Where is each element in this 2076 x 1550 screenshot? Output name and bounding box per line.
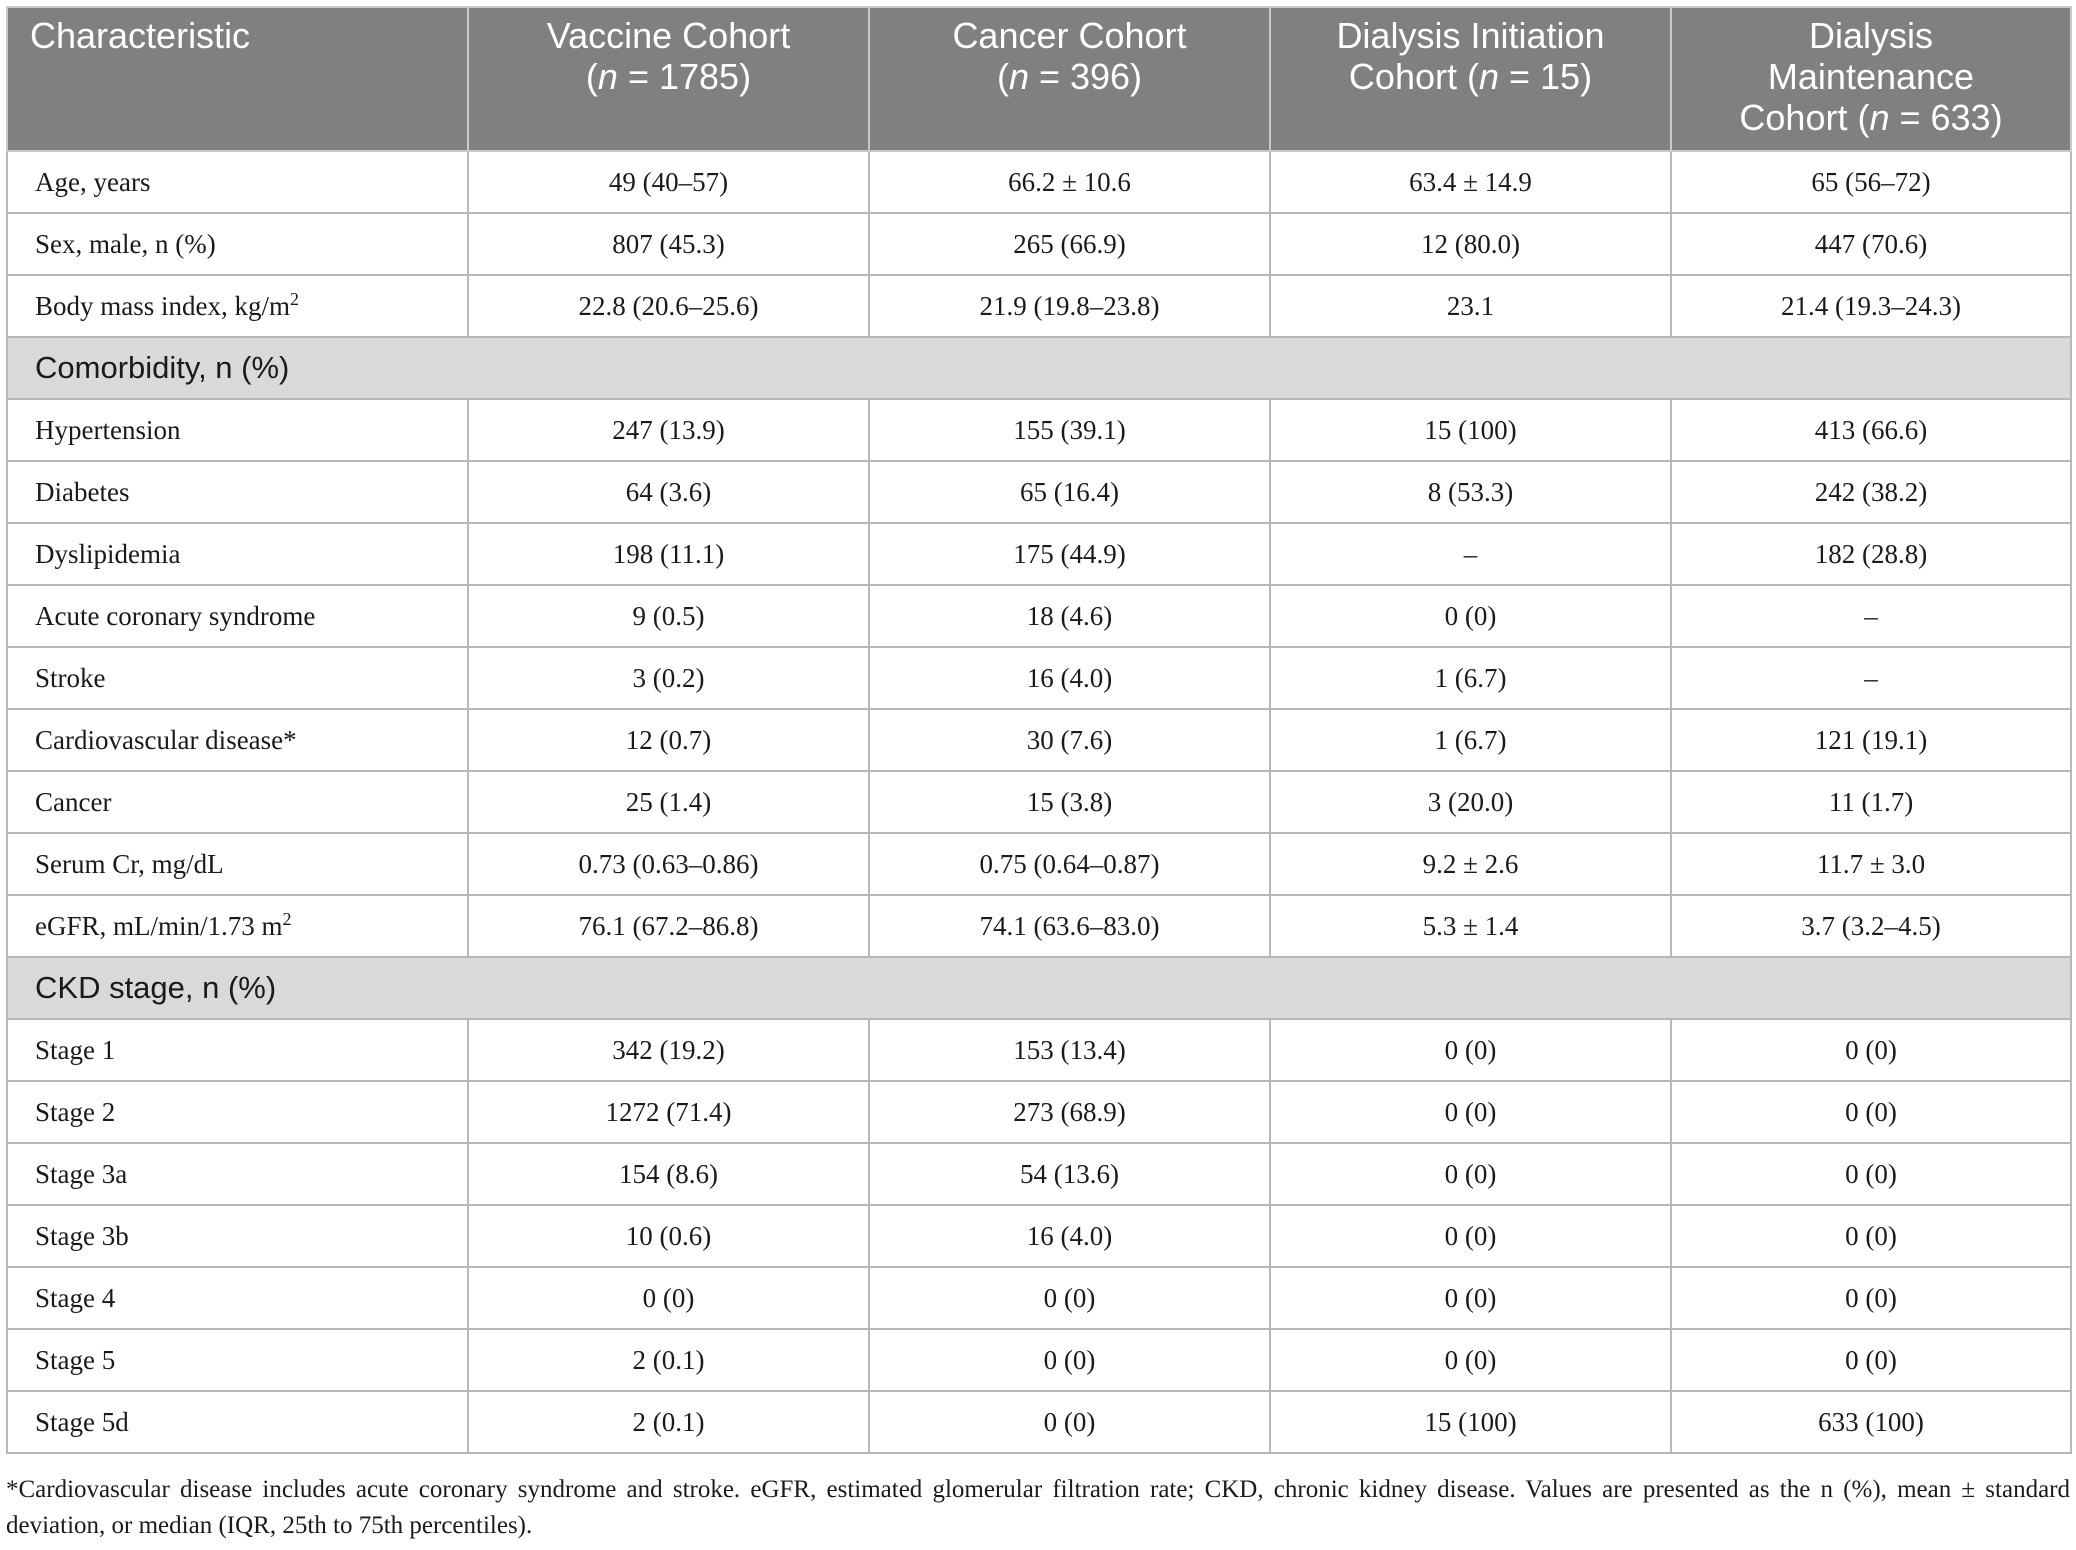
table-cell: 66.2 ± 10.6 bbox=[869, 151, 1270, 213]
table-row-age-years bbox=[7, 151, 2071, 213]
row-label: Age, years bbox=[7, 151, 468, 213]
table-cell: 0 (0) bbox=[1671, 1329, 2071, 1391]
baseline-characteristics-table-container bbox=[6, 6, 2070, 1454]
table-row-stage-2 bbox=[7, 1081, 2071, 1143]
table-cell: 21.4 (19.3–24.3) bbox=[1671, 275, 2071, 337]
table-cell: 54 (13.6) bbox=[869, 1143, 1270, 1205]
table-cell: 0 (0) bbox=[869, 1391, 1270, 1453]
row-label: Cardiovascular disease* bbox=[7, 709, 468, 771]
table-cell: 0 (0) bbox=[1270, 1081, 1671, 1143]
table-cell: 2 (0.1) bbox=[468, 1391, 869, 1453]
table-row-acute-coronary-syndrome bbox=[7, 585, 2071, 647]
table-row-stage-5d bbox=[7, 1391, 2071, 1453]
header-vaccine-cohort: Vaccine Cohort (n = 1785) bbox=[468, 7, 869, 151]
row-label: Sex, male, n (%) bbox=[7, 213, 468, 275]
table-cell: 21.9 (19.8–23.8) bbox=[869, 275, 1270, 337]
table-cell: 1 (6.7) bbox=[1270, 709, 1671, 771]
table-cell: 15 (100) bbox=[1270, 399, 1671, 461]
baseline-characteristics-table bbox=[6, 6, 2072, 1454]
table-cell: 154 (8.6) bbox=[468, 1143, 869, 1205]
table-cell: 10 (0.6) bbox=[468, 1205, 869, 1267]
table-cell: 3 (0.2) bbox=[468, 647, 869, 709]
table-cell: – bbox=[1671, 647, 2071, 709]
table-cell: 3.7 (3.2–4.5) bbox=[1671, 895, 2071, 957]
table-cell: 16 (4.0) bbox=[869, 1205, 1270, 1267]
section-row-comorbidity bbox=[7, 337, 2071, 399]
table-cell: 273 (68.9) bbox=[869, 1081, 1270, 1143]
table-cell: 1272 (71.4) bbox=[468, 1081, 869, 1143]
table-cell: 0 (0) bbox=[869, 1267, 1270, 1329]
row-label: eGFR, mL/min/1.73 $m^2$ bbox=[7, 895, 468, 957]
row-label: Hypertension bbox=[7, 399, 468, 461]
table-cell: 0 (0) bbox=[1671, 1267, 2071, 1329]
table-cell: 0 (0) bbox=[1671, 1019, 2071, 1081]
table-cell: 30 (7.6) bbox=[869, 709, 1270, 771]
table-row-hypertension bbox=[7, 399, 2071, 461]
header-line: Dialysis Initiation bbox=[1336, 15, 1605, 56]
table-cell: 0 (0) bbox=[1270, 1205, 1671, 1267]
header-line: Cancer Cohort bbox=[952, 15, 1187, 56]
row-label: Stage 5d bbox=[7, 1391, 468, 1453]
table-cell: 153 (13.4) bbox=[869, 1019, 1270, 1081]
table-cell: 0 (0) bbox=[869, 1329, 1270, 1391]
table-cell: 3 (20.0) bbox=[1270, 771, 1671, 833]
table-header bbox=[7, 7, 2071, 151]
section-heading: Comorbidity, n (%) bbox=[7, 337, 2071, 399]
header-dialysis-initiation-cohort: Dialysis Initiation Cohort (n = 15) bbox=[1270, 7, 1671, 151]
row-label: Cancer bbox=[7, 771, 468, 833]
table-row-stroke bbox=[7, 647, 2071, 709]
table-row-stage-3b bbox=[7, 1205, 2071, 1267]
table-cell: 12 (0.7) bbox=[468, 709, 869, 771]
row-label: Stage 3a bbox=[7, 1143, 468, 1205]
header-cancer-cohort: Cancer Cohort (n = 396) bbox=[869, 7, 1270, 151]
table-cell: 65 (16.4) bbox=[869, 461, 1270, 523]
table-row-cancer bbox=[7, 771, 2071, 833]
table-row-stage-4 bbox=[7, 1267, 2071, 1329]
table-cell: 242 (38.2) bbox=[1671, 461, 2071, 523]
row-label: Serum Cr, mg/dL bbox=[7, 833, 468, 895]
row-label: Dyslipidemia bbox=[7, 523, 468, 585]
table-cell: 16 (4.0) bbox=[869, 647, 1270, 709]
header-line: Dialysis bbox=[1808, 15, 1933, 56]
header-line: Maintenance bbox=[1767, 56, 1975, 97]
table-cell: 413 (66.6) bbox=[1671, 399, 2071, 461]
table-cell: 175 (44.9) bbox=[869, 523, 1270, 585]
table-cell: 265 (66.9) bbox=[869, 213, 1270, 275]
table-cell: 633 (100) bbox=[1671, 1391, 2071, 1453]
header-characteristic: Characteristic bbox=[7, 7, 468, 151]
table-cell: 22.8 (20.6–25.6) bbox=[468, 275, 869, 337]
table-cell: 0 (0) bbox=[1671, 1205, 2071, 1267]
table-cell: 64 (3.6) bbox=[468, 461, 869, 523]
table-cell: 0 (0) bbox=[1270, 1267, 1671, 1329]
row-label: Diabetes bbox=[7, 461, 468, 523]
row-label: Acute coronary syndrome bbox=[7, 585, 468, 647]
row-label: Body mass index, $kg/m^2$ bbox=[7, 275, 468, 337]
table-cell: 15 (3.8) bbox=[869, 771, 1270, 833]
table-footnote: *Cardiovascular disease includes acute coronary syndrome and stroke. eGFR, estimated glomerular filtration rate; CKD, chronic kidney disease. Values are presented as the n (%), mean ± standard deviation, or median (IQR, 25th to 75th percentiles). bbox=[6, 1476, 2070, 1539]
header-line: Vaccine Cohort bbox=[546, 15, 791, 56]
table-cell: 18 (4.6) bbox=[869, 585, 1270, 647]
table-cell: 9.2 ± 2.6 bbox=[1270, 833, 1671, 895]
table-cell: 65 (56–72) bbox=[1671, 151, 2071, 213]
table-row-body-mass-index-kg-m bbox=[7, 275, 2071, 337]
table-row-stage-3a bbox=[7, 1143, 2071, 1205]
table-cell: 0 (0) bbox=[1270, 1329, 1671, 1391]
table-cell: 0.75 (0.64–0.87) bbox=[869, 833, 1270, 895]
table-cell: 11 (1.7) bbox=[1671, 771, 2071, 833]
table-cell: 247 (13.9) bbox=[468, 399, 869, 461]
row-label: Stage 4 bbox=[7, 1267, 468, 1329]
table-row-sex-male-n bbox=[7, 213, 2071, 275]
superscript: 2 bbox=[290, 288, 299, 309]
table-cell: 0 (0) bbox=[468, 1267, 869, 1329]
table-cell: 0 (0) bbox=[1671, 1143, 2071, 1205]
table-cell: 0 (0) bbox=[1270, 585, 1671, 647]
table-row-dyslipidemia bbox=[7, 523, 2071, 585]
table-cell: 74.1 (63.6–83.0) bbox=[869, 895, 1270, 957]
table-cell: 0.73 (0.63–0.86) bbox=[468, 833, 869, 895]
header-dialysis-maintenance-cohort: Dialysis Maintenance Cohort (n = 633) bbox=[1671, 7, 2071, 151]
row-label: Stage 1 bbox=[7, 1019, 468, 1081]
table-cell: 1 (6.7) bbox=[1270, 647, 1671, 709]
table-cell: 182 (28.8) bbox=[1671, 523, 2071, 585]
table-cell: 15 (100) bbox=[1270, 1391, 1671, 1453]
table-cell: 49 (40–57) bbox=[468, 151, 869, 213]
row-label: Stage 3b bbox=[7, 1205, 468, 1267]
section-row-ckd-stage bbox=[7, 957, 2071, 1019]
table-row-diabetes bbox=[7, 461, 2071, 523]
table-row-cardiovascular-disease bbox=[7, 709, 2071, 771]
row-label: Stage 5 bbox=[7, 1329, 468, 1391]
table-cell: 63.4 ± 14.9 bbox=[1270, 151, 1671, 213]
table-cell: 198 (11.1) bbox=[468, 523, 869, 585]
table-body bbox=[7, 151, 2071, 1453]
table-cell: 76.1 (67.2–86.8) bbox=[468, 895, 869, 957]
table-cell: 5.3 ± 1.4 bbox=[1270, 895, 1671, 957]
table-cell: 807 (45.3) bbox=[468, 213, 869, 275]
table-row-serum-cr-mg-dl bbox=[7, 833, 2071, 895]
table-cell: 9 (0.5) bbox=[468, 585, 869, 647]
table-row-egfr-ml-min-1-73-m bbox=[7, 895, 2071, 957]
table-cell: 11.7 ± 3.0 bbox=[1671, 833, 2071, 895]
table-cell: – bbox=[1671, 585, 2071, 647]
table-cell: 12 (80.0) bbox=[1270, 213, 1671, 275]
table-cell: 25 (1.4) bbox=[468, 771, 869, 833]
table-cell: 342 (19.2) bbox=[468, 1019, 869, 1081]
table-cell: 0 (0) bbox=[1270, 1143, 1671, 1205]
section-heading: CKD stage, n (%) bbox=[7, 957, 2071, 1019]
row-label: Stage 2 bbox=[7, 1081, 468, 1143]
table-cell: 121 (19.1) bbox=[1671, 709, 2071, 771]
row-label: Stroke bbox=[7, 647, 468, 709]
table-cell: – bbox=[1270, 523, 1671, 585]
table-cell: 447 (70.6) bbox=[1671, 213, 2071, 275]
table-cell: 23.1 bbox=[1270, 275, 1671, 337]
superscript: 2 bbox=[282, 908, 292, 929]
table-cell: 2 (0.1) bbox=[468, 1329, 869, 1391]
table-cell: 0 (0) bbox=[1270, 1019, 1671, 1081]
table-cell: 155 (39.1) bbox=[869, 399, 1270, 461]
table-cell: 8 (53.3) bbox=[1270, 461, 1671, 523]
table-row-stage-1 bbox=[7, 1019, 2071, 1081]
header-row bbox=[7, 7, 2071, 151]
table-row-stage-5 bbox=[7, 1329, 2071, 1391]
table-cell: 0 (0) bbox=[1671, 1081, 2071, 1143]
